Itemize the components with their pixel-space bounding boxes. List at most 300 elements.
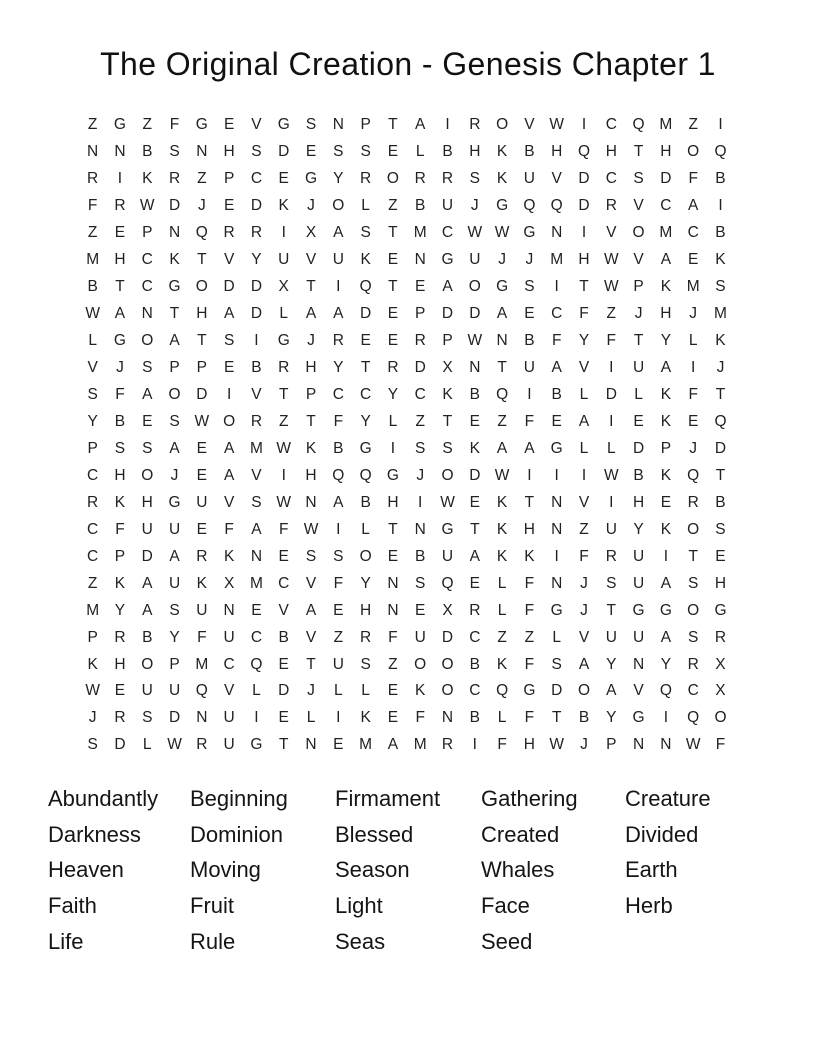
grid-letter: E: [688, 412, 699, 430]
grid-letter: Z: [415, 412, 425, 430]
grid-letter: O: [359, 547, 372, 565]
grid-letter: A: [223, 466, 235, 484]
grid-letter: L: [88, 332, 97, 350]
grid-letter: F: [115, 386, 125, 403]
grid-letter: L: [306, 709, 316, 727]
grid-letter: M: [686, 278, 700, 296]
grid-letter: C: [87, 547, 99, 565]
grid-letter: T: [551, 709, 562, 727]
grid-letter: U: [168, 520, 181, 538]
grid-letter: K: [87, 655, 98, 673]
grid-letter: U: [196, 601, 208, 619]
grid-letter: X: [442, 601, 453, 619]
grid-letter: B: [469, 655, 480, 673]
grid-letter: B: [360, 493, 371, 511]
grid-letter: I: [336, 278, 341, 296]
grid-letter: D: [714, 439, 727, 457]
grid-letter: K: [496, 547, 508, 565]
grid-letter: I: [581, 116, 587, 134]
grid-letter: E: [524, 305, 535, 323]
grid-letter: B: [524, 332, 535, 350]
grid-letter: H: [660, 305, 672, 323]
grid-letter: K: [305, 439, 317, 457]
grid-letter: P: [442, 332, 453, 350]
grid-letter: M: [659, 224, 673, 242]
grid-letter: M: [714, 305, 727, 323]
grid-letter: R: [387, 359, 399, 377]
grid-letter: U: [441, 197, 454, 215]
grid-letter: D: [141, 547, 153, 565]
grid-letter: S: [333, 143, 344, 161]
grid-letter: R: [114, 628, 126, 646]
word-list-item: Rule: [190, 929, 236, 955]
grid-letter: R: [168, 170, 181, 188]
grid-letter: E: [223, 197, 235, 215]
grid-letter: A: [578, 412, 590, 430]
grid-letter: O: [195, 278, 208, 296]
grid-letter: F: [224, 520, 234, 538]
grid-letter: S: [169, 143, 180, 161]
grid-letter: B: [442, 143, 453, 161]
grid-letter: L: [579, 386, 589, 403]
grid-letter: A: [496, 305, 508, 323]
grid-letter: H: [305, 359, 317, 377]
grid-letter: K: [223, 547, 235, 565]
grid-letter: U: [332, 251, 344, 269]
grid-letter: U: [168, 574, 181, 592]
grid-letter: V: [251, 116, 262, 134]
grid-letter: J: [197, 197, 206, 215]
grid-letter: T: [606, 601, 617, 619]
grid-letter: C: [469, 628, 481, 646]
grid-letter: I: [554, 466, 559, 484]
grid-letter: T: [197, 251, 207, 269]
grid-letter: A: [305, 305, 317, 323]
grid-letter: H: [660, 143, 672, 161]
grid-letter: N: [387, 574, 399, 592]
grid-letter: U: [632, 359, 645, 377]
grid-letter: R: [196, 547, 208, 565]
grid-letter: I: [281, 224, 286, 242]
grid-letter: T: [360, 359, 371, 377]
grid-letter: I: [691, 359, 696, 377]
grid-letter: O: [687, 143, 700, 161]
word-list-empty-slot: [625, 924, 775, 960]
grid-letter: Y: [251, 251, 262, 269]
grid-letter: G: [168, 493, 181, 511]
grid-letter: D: [168, 197, 181, 215]
grid-letter: D: [578, 170, 590, 188]
grid-letter: V: [305, 251, 317, 269]
grid-letter: D: [250, 278, 263, 296]
grid-letter: S: [305, 547, 317, 565]
grid-letter: U: [441, 547, 454, 565]
page-title: The Original Creation - Genesis Chapter 1: [100, 46, 716, 82]
grid-letter: R: [414, 332, 426, 350]
grid-letter: Y: [87, 412, 98, 430]
grid-letter: F: [169, 116, 180, 134]
grid-letter: D: [605, 386, 617, 403]
grid-letter: Y: [360, 574, 371, 592]
word-list-item: Creature: [625, 785, 711, 811]
grid-letter: U: [223, 736, 235, 754]
grid-letter: H: [114, 466, 126, 484]
grid-letter: W: [139, 197, 155, 215]
grid-letter: F: [115, 520, 125, 538]
grid-letter: R: [196, 736, 208, 754]
grid-letter: W: [167, 736, 182, 754]
grid-letter: F: [524, 601, 535, 619]
grid-letter: A: [606, 682, 617, 700]
grid-letter: B: [114, 412, 126, 430]
grid-letter: F: [688, 170, 698, 188]
grid-letter: C: [469, 682, 481, 700]
grid-letter: Y: [169, 628, 180, 646]
grid-letter: L: [361, 197, 370, 215]
grid-letter: Q: [523, 197, 536, 215]
grid-letter: A: [387, 736, 399, 754]
grid-letter: F: [524, 412, 535, 430]
word-list-item: Seed: [481, 929, 533, 955]
grid-letter: I: [418, 493, 423, 511]
grid-letter: A: [251, 520, 262, 538]
grid-letter: U: [523, 170, 535, 188]
grid-letter: L: [361, 520, 370, 538]
grid-letter: H: [114, 251, 126, 269]
grid-letter: V: [524, 116, 535, 134]
grid-letter: V: [251, 466, 262, 484]
grid-letter: D: [551, 682, 563, 700]
grid-letter: R: [605, 197, 617, 215]
grid-letter: S: [415, 574, 426, 592]
grid-letter: A: [169, 547, 180, 565]
grid-letter: P: [196, 359, 207, 377]
grid-letter: A: [415, 116, 426, 134]
grid-letter: U: [223, 709, 235, 727]
word-list-item: Gathering: [481, 785, 578, 811]
grid-letter: U: [168, 682, 181, 700]
grid-letter: H: [141, 493, 153, 511]
grid-letter: O: [332, 197, 345, 215]
grid-letter: E: [469, 412, 480, 430]
grid-letter: B: [469, 709, 480, 727]
grid-letter: I: [554, 547, 559, 565]
grid-letter: V: [551, 170, 562, 188]
grid-letter: D: [469, 305, 481, 323]
grid-letter: E: [114, 682, 126, 700]
grid-letter: K: [660, 412, 672, 430]
grid-letter: M: [249, 439, 263, 457]
grid-letter: K: [114, 574, 126, 592]
grid-letter: L: [142, 736, 152, 754]
grid-letter: H: [523, 520, 535, 538]
grid-letter: T: [278, 386, 289, 403]
grid-letter: E: [278, 170, 289, 188]
grid-letter: G: [250, 736, 263, 754]
grid-letter: T: [115, 278, 125, 296]
grid-letter: V: [578, 628, 590, 646]
word-list-item: Faith: [48, 893, 97, 919]
grid-letter: S: [251, 143, 262, 161]
grid-letter: N: [387, 601, 399, 619]
grid-letter: D: [250, 305, 263, 323]
grid-letter: P: [660, 439, 672, 457]
grid-letter: V: [223, 251, 235, 269]
grid-letter: S: [87, 736, 98, 754]
grid-letter: C: [250, 628, 263, 646]
grid-letter: O: [223, 412, 236, 430]
grid-letter: E: [415, 601, 426, 619]
grid-letter: Y: [387, 386, 399, 403]
grid-letter: K: [360, 709, 371, 727]
grid-letter: G: [714, 601, 727, 619]
grid-letter: O: [141, 332, 154, 350]
grid-letter: F: [524, 709, 535, 727]
grid-letter: U: [332, 655, 344, 673]
grid-letter: V: [578, 493, 590, 511]
grid-letter: S: [360, 143, 371, 161]
grid-letter: E: [333, 736, 344, 754]
grid-letter: Q: [332, 466, 345, 484]
grid-letter: F: [333, 412, 344, 430]
grid-letter: D: [168, 709, 181, 727]
grid-letter: T: [470, 520, 480, 538]
grid-letter: A: [142, 574, 153, 592]
grid-letter: G: [441, 520, 454, 538]
grid-letter: X: [442, 359, 453, 377]
grid-letter: L: [579, 439, 589, 457]
grid-letter: W: [276, 439, 292, 457]
grid-letter: Q: [714, 412, 727, 430]
grid-letter: Y: [333, 170, 344, 188]
grid-letter: A: [169, 332, 180, 350]
grid-letter: N: [551, 574, 563, 592]
grid-letter: O: [714, 709, 727, 727]
grid-letter: D: [469, 466, 481, 484]
grid-letter: A: [660, 251, 672, 269]
grid-letter: C: [414, 386, 426, 403]
grid-letter: V: [633, 682, 644, 700]
grid-letter: G: [523, 224, 536, 242]
grid-letter: E: [387, 709, 399, 727]
grid-letter: M: [659, 116, 673, 134]
grid-letter: E: [333, 601, 344, 619]
grid-letter: G: [632, 601, 645, 619]
grid-letter: Z: [278, 412, 289, 430]
grid-letter: K: [169, 251, 180, 269]
grid-letter: A: [660, 359, 672, 377]
grid-letter: M: [249, 574, 263, 592]
grid-letter: J: [307, 682, 315, 700]
grid-letter: R: [441, 736, 454, 754]
grid-letter: A: [223, 439, 235, 457]
grid-letter: U: [414, 628, 426, 646]
grid-letter: W: [549, 116, 565, 134]
grid-letter: T: [306, 278, 316, 296]
grid-letter: N: [496, 332, 508, 350]
grid-letter: L: [606, 439, 616, 457]
grid-letter: D: [414, 359, 426, 377]
grid-letter: J: [716, 359, 725, 377]
grid-letter: N: [469, 359, 481, 377]
grid-letter: R: [250, 224, 263, 242]
grid-letter: R: [441, 170, 454, 188]
grid-letter: F: [87, 197, 98, 215]
grid-letter: U: [632, 547, 645, 565]
grid-letter: R: [223, 224, 235, 242]
grid-letter: J: [689, 305, 698, 323]
grid-letter: B: [551, 386, 562, 403]
grid-letter: P: [114, 547, 126, 565]
grid-letter: G: [550, 439, 563, 457]
grid-letter: V: [223, 682, 235, 700]
grid-letter: K: [496, 143, 508, 161]
grid-letter: K: [496, 170, 508, 188]
grid-letter: B: [524, 143, 535, 161]
grid-letter: P: [305, 386, 317, 403]
grid-letter: F: [388, 628, 398, 646]
grid-letter: Y: [660, 332, 672, 350]
grid-letter: N: [168, 224, 181, 242]
grid-letter: T: [579, 278, 589, 296]
grid-letter: O: [414, 655, 427, 673]
grid-letter: Q: [496, 386, 509, 403]
grid-letter: O: [386, 170, 399, 188]
grid-letter: P: [633, 278, 644, 296]
grid-letter: S: [715, 520, 726, 538]
grid-letter: T: [633, 332, 644, 350]
grid-letter: R: [469, 116, 481, 134]
grid-letter: I: [609, 412, 614, 430]
grid-letter: O: [496, 116, 509, 134]
grid-letter: N: [87, 143, 99, 161]
grid-letter: N: [660, 736, 672, 754]
grid-letter: G: [277, 332, 290, 350]
grid-letter: N: [632, 736, 645, 754]
grid-letter: U: [632, 628, 645, 646]
word-list-item: Created: [481, 821, 560, 847]
grid-letter: O: [468, 278, 481, 296]
grid-letter: R: [114, 709, 126, 727]
grid-letter: F: [524, 574, 535, 592]
grid-letter: R: [332, 332, 344, 350]
grid-letter: C: [87, 466, 99, 484]
grid-letter: A: [469, 547, 480, 565]
grid-letter: S: [142, 709, 153, 727]
grid-letter: Z: [688, 116, 698, 134]
grid-letter: F: [715, 736, 726, 754]
grid-letter: K: [715, 251, 726, 269]
grid-letter: J: [498, 251, 506, 269]
grid-letter: W: [85, 682, 100, 700]
grid-letter: O: [168, 386, 181, 403]
grid-letter: Z: [333, 628, 344, 646]
grid-letter: G: [496, 197, 509, 215]
word-list-item: Moving: [190, 857, 261, 883]
word-list-item: Face: [481, 893, 530, 919]
grid-letter: K: [114, 493, 126, 511]
grid-letter: N: [332, 116, 344, 134]
grid-letter: S: [251, 493, 262, 511]
grid-letter: J: [580, 601, 588, 619]
grid-letter: E: [387, 682, 399, 700]
grid-letter: R: [687, 655, 699, 673]
grid-letter: S: [305, 116, 317, 134]
grid-letter: E: [223, 359, 235, 377]
grid-letter: E: [551, 412, 562, 430]
grid-letter: F: [197, 628, 207, 646]
grid-letter: U: [223, 628, 235, 646]
grid-letter: K: [715, 332, 726, 350]
grid-letter: Z: [388, 197, 398, 215]
grid-letter: E: [142, 412, 153, 430]
grid-letter: F: [524, 655, 535, 673]
grid-letter: B: [715, 224, 726, 242]
grid-letter: L: [415, 143, 425, 161]
grid-letter: W: [603, 278, 619, 296]
word-list-item: Light: [335, 893, 383, 919]
grid-letter: O: [632, 224, 645, 242]
grid-letter: B: [251, 359, 262, 377]
grid-letter: U: [141, 682, 153, 700]
grid-letter: U: [605, 628, 617, 646]
grid-letter: K: [660, 278, 672, 296]
grid-letter: B: [278, 628, 289, 646]
grid-letter: C: [87, 520, 99, 538]
grid-letter: B: [578, 709, 590, 727]
grid-letter: P: [169, 655, 180, 673]
grid-letter: H: [223, 143, 235, 161]
grid-letter: K: [660, 520, 672, 538]
grid-letter: Q: [632, 116, 645, 134]
grid-letter: Y: [578, 332, 590, 350]
grid-letter: A: [142, 601, 153, 619]
grid-letter: J: [470, 197, 479, 215]
grid-letter: A: [305, 601, 317, 619]
grid-letter: S: [169, 412, 180, 430]
grid-letter: G: [523, 682, 536, 700]
grid-letter: B: [715, 170, 726, 188]
word-list-item: Fruit: [190, 893, 234, 919]
grid-letter: F: [278, 520, 289, 538]
grid-letter: V: [305, 574, 317, 592]
grid-letter: E: [305, 143, 317, 161]
grid-letter: R: [250, 412, 263, 430]
grid-letter: K: [142, 170, 153, 188]
grid-letter: C: [605, 170, 617, 188]
grid-letter: P: [415, 305, 426, 323]
grid-letter: Q: [577, 143, 591, 161]
grid-letter: F: [579, 547, 589, 565]
grid-letter: Y: [660, 655, 672, 673]
grid-letter: S: [87, 386, 98, 403]
grid-letter: A: [660, 628, 672, 646]
grid-letter: C: [141, 251, 153, 269]
grid-letter: D: [360, 305, 372, 323]
grid-letter: I: [390, 439, 396, 457]
word-list-item: Divided: [625, 821, 699, 847]
grid-letter: E: [114, 224, 126, 242]
grid-letter: D: [223, 278, 235, 296]
grid-letter: G: [277, 116, 290, 134]
grid-letter: F: [606, 332, 617, 350]
grid-letter: M: [359, 736, 373, 754]
grid-letter: E: [688, 251, 699, 269]
grid-letter: T: [306, 412, 316, 430]
grid-letter: G: [168, 278, 181, 296]
grid-letter: N: [551, 493, 563, 511]
grid-letter: A: [551, 359, 562, 377]
